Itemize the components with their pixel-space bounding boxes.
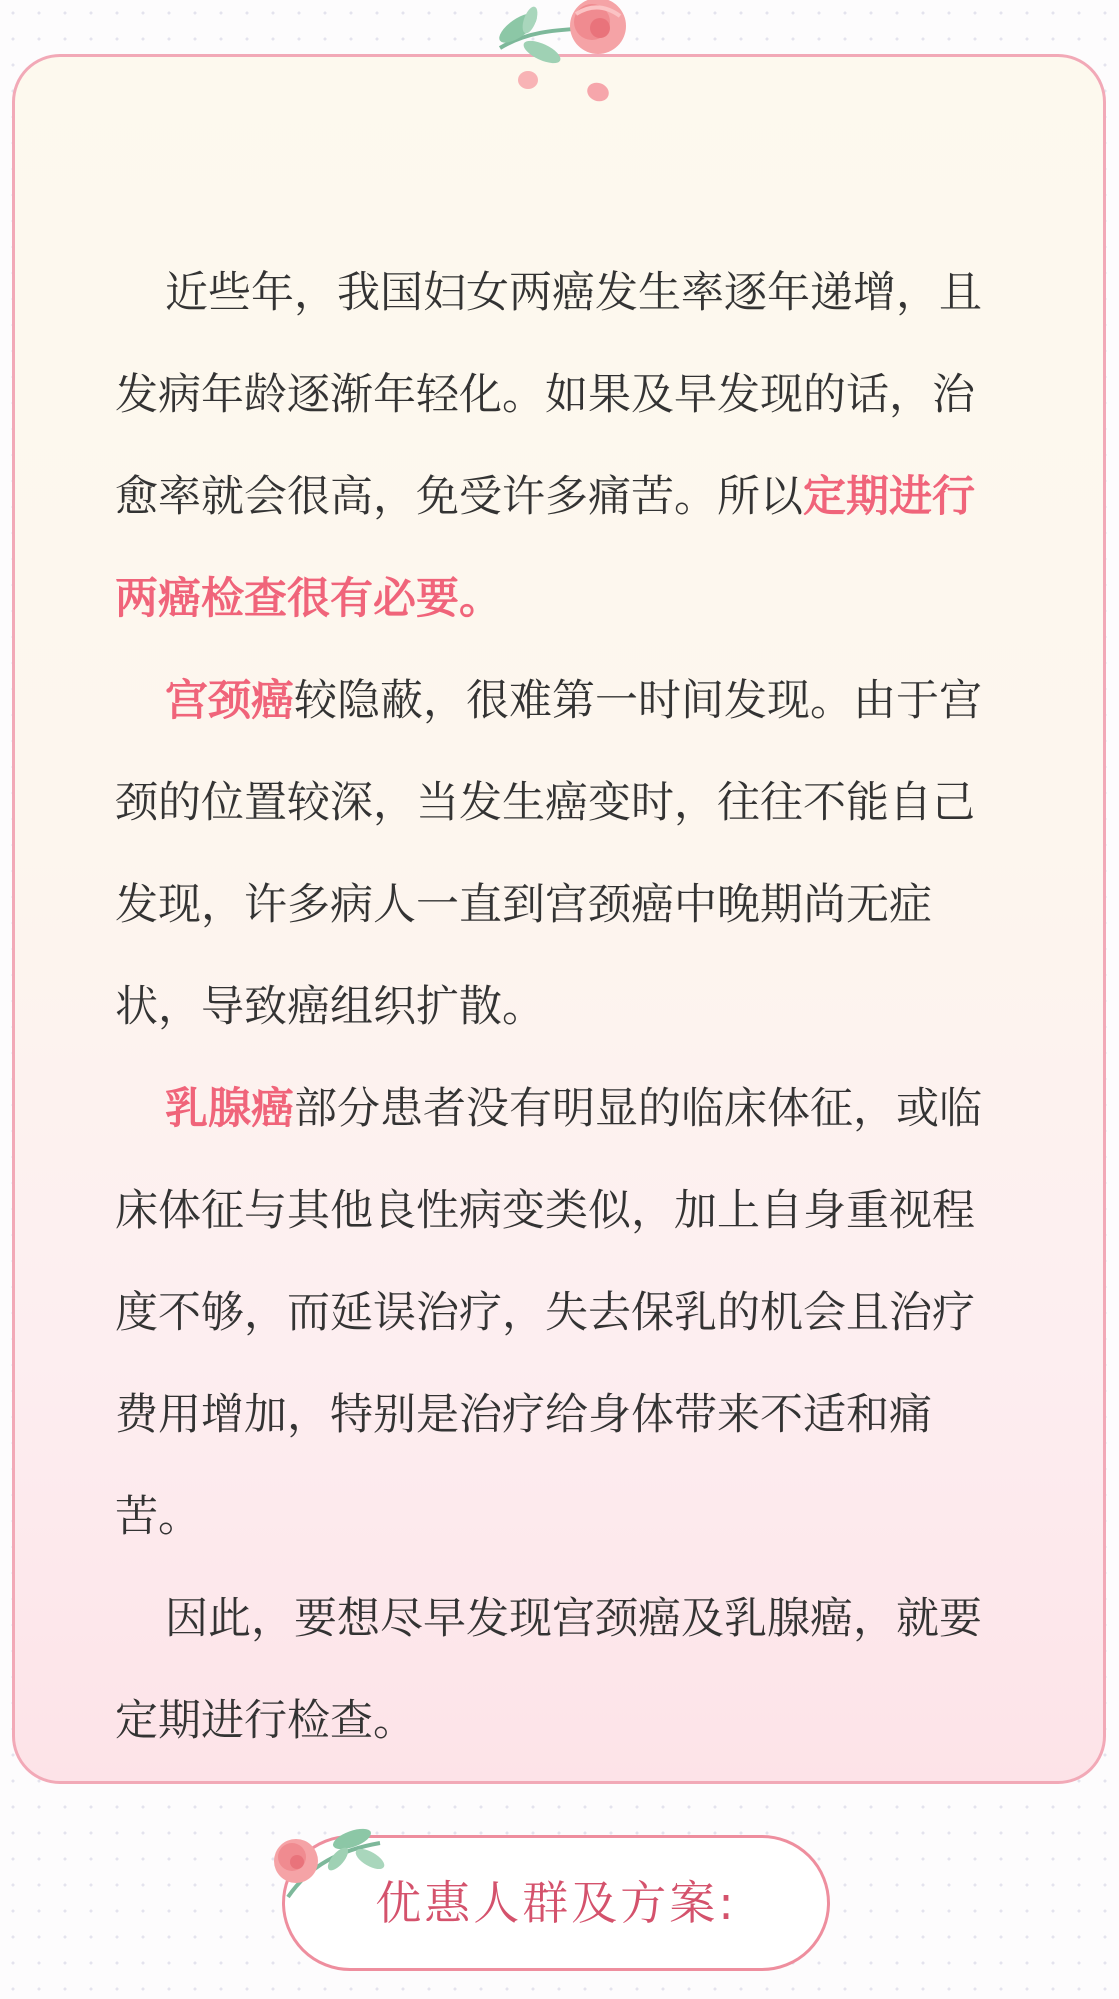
section-heading-button[interactable]: 优惠人群及方案: [282,1835,830,1971]
intro-highlight: 定期进行两癌检查很有必要。 [115,472,975,624]
paragraph-intro [115,242,1015,650]
breast-highlight: 乳腺癌 [165,1084,294,1134]
section-heading-wrap [270,1815,850,1995]
paragraph-breast [115,1058,1015,1568]
cervical-highlight: 宫颈癌 [165,676,294,726]
article-body [115,242,1015,1772]
intro-text: 近些年，我国妇女两癌发生率逐年递增，且发病年龄逐渐年轻化。如果及早发现的话，治愈率就会很高，免受许多痛苦。所以 [115,268,982,522]
paragraph-conclusion [115,1568,1015,1772]
breast-text: 部分患者没有明显的临床体征，或临床体征与其他良性病变类似，加上自身重视程度不够，而延误治疗，失去保乳的机会且治疗费用增加，特别是治疗给身体带来不适和痛苦。 [115,1084,982,1542]
rose-flower-icon [270,1815,400,1915]
conclusion-text: 因此，要想尽早发现宫颈癌及乳腺癌，就要定期进行检查。 [115,1594,982,1746]
article-card [12,54,1106,1784]
rose-flower-icon [480,0,650,110]
cervical-text: 较隐蔽，很难第一时间发现。由于宫颈的位置较深，当发生癌变时，往往不能自己发现，许多病人一直到宫颈癌中晚期尚无症状，导致癌组织扩散。 [115,676,982,1032]
paragraph-cervical [115,650,1015,1058]
